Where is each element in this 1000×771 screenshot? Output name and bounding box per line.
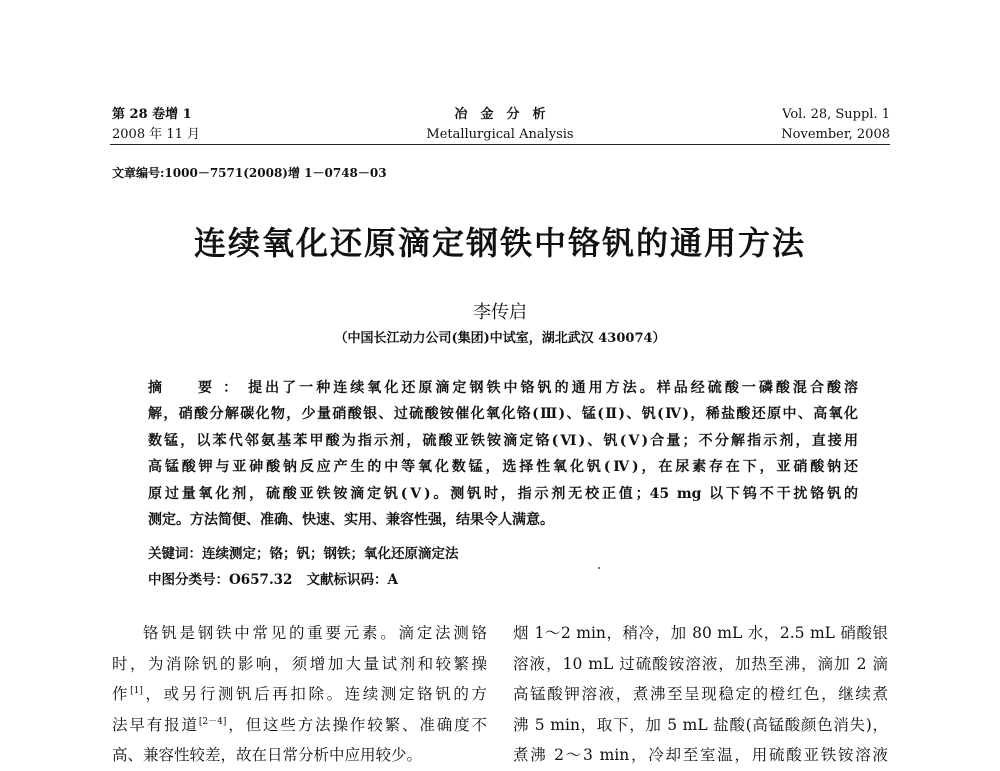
doc-code-label: 文献标识码： <box>306 572 388 588</box>
header-volume-cn: 第 28 卷增 1 <box>112 107 192 122</box>
body-line: 高、兼容性较差，故在日常分析中应用较少。 <box>112 746 423 764</box>
scan-speck <box>598 567 600 569</box>
header-volume-en: Vol. 28, Suppl. 1 <box>782 107 890 122</box>
body-line: 煮沸 2～3 min，冷却至室温，用硫酸亚铁铵溶液 <box>513 746 888 764</box>
header-journal-en: Metallurgical Analysis <box>426 127 574 142</box>
header-date-cn: 2008 年 11 月 <box>112 127 201 142</box>
body-line: 铬钒是钢铁中常见的重要元素。滴定法测铬 <box>143 624 487 642</box>
body-line: 溶液，10 mL 过硫酸铵溶液，加热至沸，滴加 2 滴 <box>513 654 888 673</box>
keywords <box>148 542 459 562</box>
abstract-line: 原过量氧化剂，硫酸亚铁铵滴定钒(Ⅴ)。测钒时，指示剂无校正值；45 mg 以下钨不干扰铬钒的 <box>148 485 858 502</box>
clc-label: 中图分类号： <box>148 572 229 588</box>
body-line: 作[1]，或另行测钒后再扣除。连续测定铬钒的方 <box>112 685 487 703</box>
header-journal-cn: 冶 金 分 析 <box>454 107 546 122</box>
keywords-text: 连续测定；铬；钒；钢铁；氧化还原滴定法 <box>202 546 459 562</box>
abstract-line: 测定。方法简便、准确、快速、实用、兼容性强，结果令人满意。 <box>148 511 554 528</box>
author-name: 李传启 <box>473 302 527 323</box>
header-date-en: November, 2008 <box>781 127 890 142</box>
abstract-label: 摘 要： <box>148 380 249 396</box>
body-left-column <box>112 618 487 771</box>
citation-ref[interactable]: [1] <box>130 685 143 696</box>
body-line: 时，为消除钒的影响，须增加大量试剂和较繁操 <box>112 654 487 673</box>
body-line: 高锰酸钾溶液，煮沸至呈现稳定的橙红色，继续煮 <box>513 685 888 703</box>
abstract-line: 解，硝酸分解碳化物，少量硝酸银、过硫酸铵催化氧化铬(Ⅲ)、锰(Ⅱ)、钒(Ⅳ)，稀盐酸还原中、高氧化 <box>148 406 858 423</box>
citation-ref[interactable]: [2－4] <box>198 716 227 727</box>
header-rule <box>110 144 890 145</box>
keywords-label: 关键词： <box>148 546 202 562</box>
doc-code-value: A <box>387 572 399 588</box>
abstract <box>148 375 858 533</box>
author-affiliation: （中国长江动力公司(集团)中试室，湖北武汉 430074） <box>334 331 666 346</box>
abstract-line: 摘 要：提出了一种连续氧化还原滴定钢铁中铬钒的通用方法。样品经硫酸一磷酸混合酸溶 <box>148 380 859 396</box>
classification <box>148 568 398 588</box>
paper-title: 连续氧化还原滴定钢铁中铬钒的通用方法 <box>193 224 806 262</box>
article-number: 文章编号:1000－7571(2008)增 1－0748－03 <box>112 166 387 180</box>
body-line: 法早有报道[2－4]，但这些方法操作较繁、准确度不 <box>112 715 487 734</box>
abstract-line: 数锰，以苯代邻氨基苯甲酸为指示剂，硫酸亚铁铵滴定铬(Ⅵ)、钒(Ⅴ)合量；不分解指示剂，直接用 <box>148 432 858 449</box>
body-right-column <box>513 618 888 771</box>
clc-value: O657.32 <box>229 572 293 588</box>
body-line: 沸 5 min，取下，加 5 mL 盐酸(高锰酸颜色消失)， <box>513 715 888 734</box>
body-line: 烟 1～2 min，稍冷，加 80 mL 水，2.5 mL 硝酸银 <box>513 624 888 642</box>
abstract-line: 高锰酸钾与亚砷酸钠反应产生的中等氧化数锰，选择性氧化钒(Ⅳ)，在尿素存在下，亚硝酸钠还 <box>148 459 858 476</box>
